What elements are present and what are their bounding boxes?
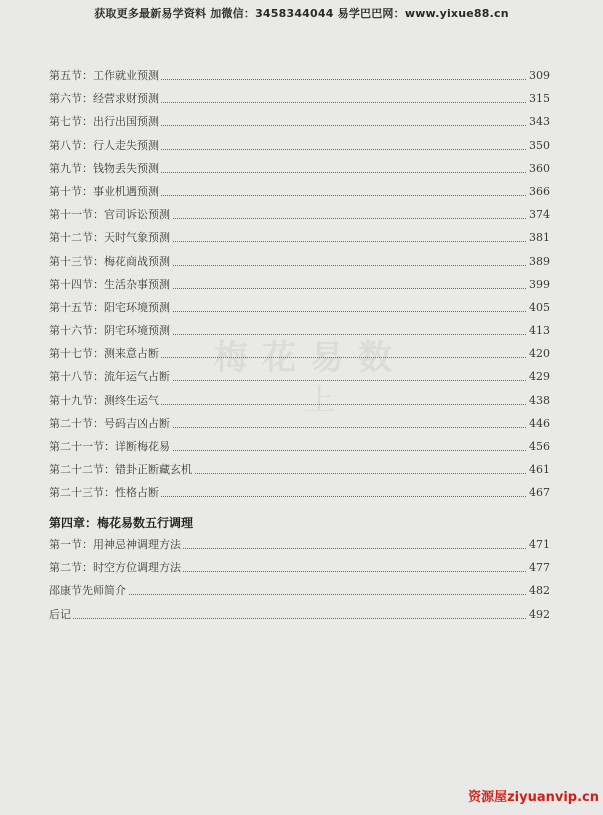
- toc-entry-label: 第十一节：官司诉讼预测: [49, 208, 170, 222]
- toc-entry[interactable]: [49, 324, 550, 347]
- chapter-4-title[interactable]: 第四章：梅花易数五行调理: [49, 516, 194, 530]
- toc-entry-label: 第十四节：生活杂事预测: [49, 277, 170, 291]
- toc-entry[interactable]: [49, 92, 550, 115]
- toc-entry-label: 第十九节：测终生运气: [49, 393, 159, 407]
- toc-entry-label: 第二节：时空方位调理方法: [49, 561, 181, 575]
- toc-entry-page: 360: [529, 161, 550, 175]
- toc-entry[interactable]: [49, 255, 550, 278]
- toc-entry[interactable]: [49, 608, 550, 631]
- toc-entry-label: 第十八节：流年运气占断: [49, 370, 170, 384]
- toc-entry-page: 381: [529, 231, 550, 245]
- toc-entry[interactable]: [49, 185, 550, 208]
- toc-entry[interactable]: [49, 278, 550, 301]
- toc-entry-label: 第十五节：阳宅环境预测: [49, 300, 170, 314]
- toc-entry-label: 第十二节：天时气象预测: [49, 231, 170, 245]
- toc-entry-label: 第十七节：测来意占断: [49, 347, 159, 361]
- toc-entry-label: 第五节：工作就业预测: [49, 69, 159, 82]
- toc-entry-label: 邵康节先师简介: [49, 584, 126, 598]
- toc-entry-page: 315: [529, 92, 550, 106]
- watermark-volume: 上: [305, 383, 335, 418]
- toc-entry-label: 后记: [49, 607, 71, 621]
- toc-entry-page: 429: [529, 370, 550, 384]
- toc-entry-page: 366: [529, 184, 550, 198]
- top-banner: 获取更多最新易学资料 加微信：3458344044 易学巴巴网：www.yixue88.cn: [94, 7, 509, 20]
- toc-entry[interactable]: [49, 486, 550, 509]
- toc-entry-label: 第十三节：梅花商战预测: [49, 254, 170, 268]
- toc-entry-page: 492: [529, 607, 550, 621]
- toc-entry-label: 第二十一节：详断梅花易: [49, 440, 170, 453]
- toc-entry-page: 461: [529, 463, 550, 477]
- toc-entry-page: 446: [529, 416, 550, 430]
- toc-entry[interactable]: [49, 347, 550, 370]
- toc-list: [49, 69, 550, 510]
- toc-entry[interactable]: [49, 370, 550, 393]
- toc-entry-label: 第二十三节：性格占断: [49, 486, 159, 500]
- toc-entry-label: 第一节：用神忌神调理方法: [49, 538, 181, 551]
- toc-entry-page: 399: [529, 277, 550, 291]
- toc-entry-label: 第十六节：阴宅环境预测: [49, 324, 170, 338]
- toc-entry-page: 374: [529, 208, 550, 222]
- toc-entry-page: 477: [529, 561, 550, 575]
- toc-entry-page: 350: [529, 138, 550, 152]
- toc-entry-label: 第八节：行人走失预测: [49, 138, 159, 152]
- toc-entry[interactable]: [49, 115, 550, 138]
- toc-entry-page: 343: [529, 115, 550, 129]
- toc-entry-page: 467: [529, 486, 550, 500]
- toc-entry-page: 482: [529, 584, 550, 598]
- toc-entry[interactable]: [49, 463, 550, 486]
- toc-entry-label: 第九节：钱物丢失预测: [49, 161, 159, 175]
- toc-entry-label: 第七节：出行出国预测: [49, 115, 159, 129]
- toc-entry[interactable]: [49, 231, 550, 254]
- toc-entry[interactable]: [49, 417, 550, 440]
- toc-entry-label: 第十节：事业机遇预测: [49, 184, 159, 198]
- toc-entry-page: 389: [529, 254, 550, 268]
- toc-entry-label: 第二十节：号码吉凶占断: [49, 416, 170, 430]
- toc-entry[interactable]: [49, 162, 550, 185]
- toc-entry-label: 第六节：经营求财预测: [49, 92, 159, 106]
- watermark-title: 梅花易数: [214, 338, 406, 378]
- toc-entry[interactable]: [49, 440, 550, 463]
- toc-entry-page: 438: [529, 393, 550, 407]
- toc-entry-page: 471: [529, 538, 550, 551]
- footer-watermark: 资源屋ziyuanvip.cn: [468, 790, 599, 805]
- toc-entry-page: 309: [529, 69, 550, 82]
- toc-entry-page: 413: [529, 324, 550, 338]
- toc-entry[interactable]: [49, 139, 550, 162]
- toc-entry-page: 456: [529, 440, 550, 453]
- toc-entry[interactable]: [49, 69, 550, 92]
- chapter-4-section: [49, 516, 550, 631]
- toc-entry[interactable]: [49, 394, 550, 417]
- toc-entry[interactable]: [49, 538, 550, 561]
- toc-entry[interactable]: [49, 301, 550, 324]
- toc-entry-page: 420: [529, 347, 550, 361]
- toc-entry[interactable]: [49, 561, 550, 584]
- toc-entry[interactable]: [49, 208, 550, 231]
- toc-entry-page: 405: [529, 300, 550, 314]
- toc-entry-label: 第二十二节：错卦正断藏玄机: [49, 463, 192, 477]
- toc-entry[interactable]: [49, 584, 550, 607]
